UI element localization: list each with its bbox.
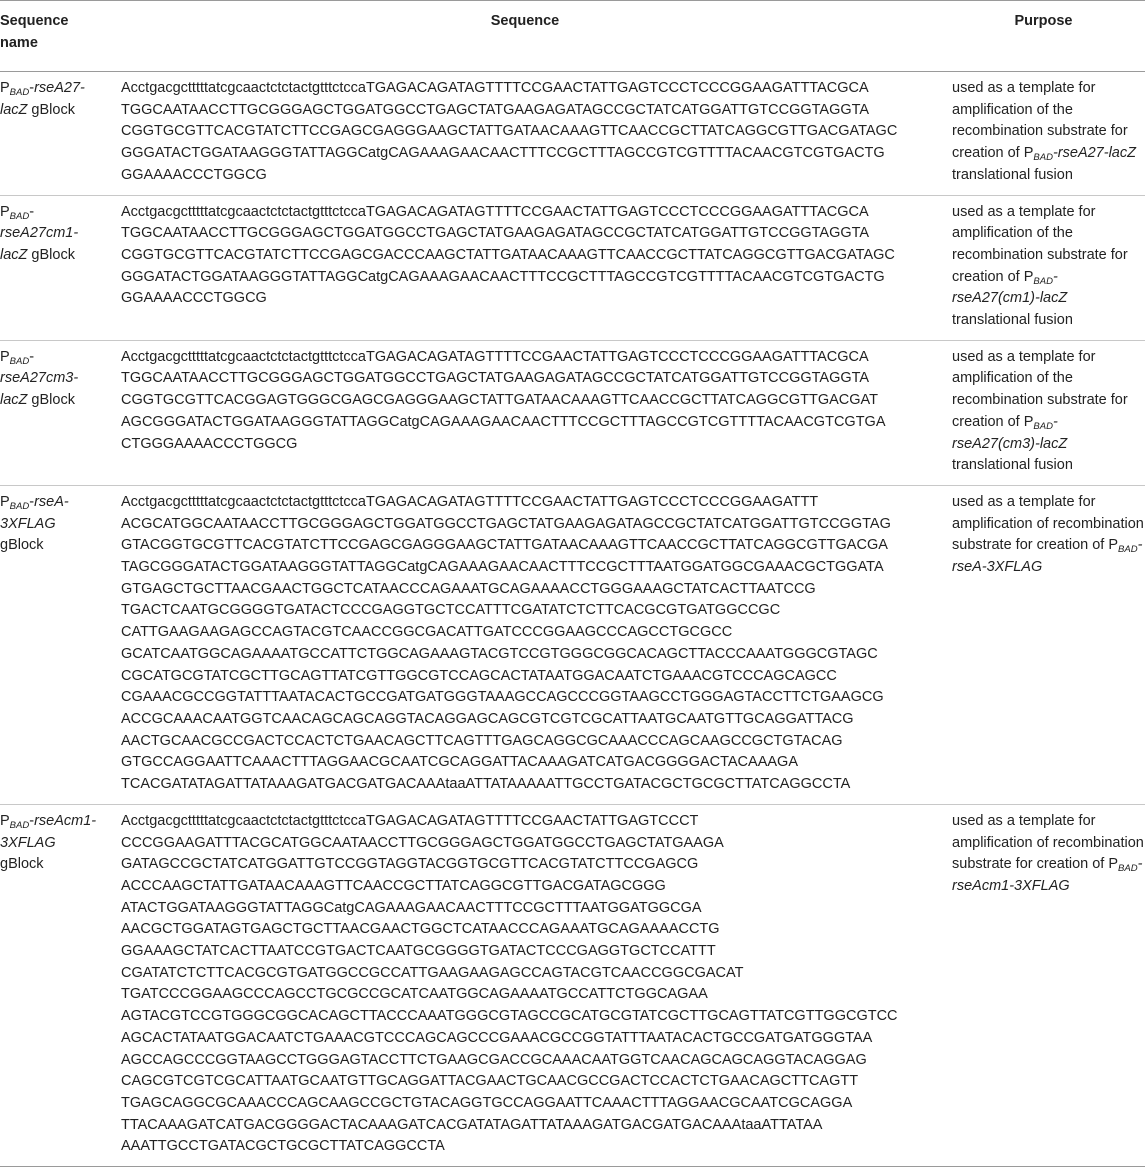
purpose-part: translational fusion <box>952 166 1073 183</box>
table-row <box>0 340 1145 485</box>
sequence-line: AACGCTGGATAGTGAGCTGCTTAACGAACTGGCTCATAACCCAGAAATGCAGAAAACCTG <box>121 921 720 938</box>
sequence-name-part: gBlock <box>0 856 44 873</box>
sequence-line: GTGCCAGGAATTCAAACTTTAGGAACGCAATCGCAGGATTACAAAGATCATGACGGGGACTACAAAGA <box>121 754 798 771</box>
purpose-part: -rseA27(cm1)-lacZ <box>952 268 1068 307</box>
sequence-line: GTGAGCTGCTTAACGAACTGGCTCATAACCCAGAAATGCAGAAAACCTGGGAAAGCTATCACTTAATCCG <box>121 580 816 597</box>
sequence-name-cell <box>0 485 108 804</box>
purpose-part: P <box>1108 856 1119 873</box>
sequence-line: AcctgacgctttttatcgcaactctctactgtttctccaTGAGACAGATAGTTTTCCGAACTATTGAGTCCCTCCCGGAAGATTTACGCA <box>121 348 869 365</box>
sequence-line: GGAAAACCCTGGCG <box>121 290 267 307</box>
sequence-name-part: - <box>29 348 35 365</box>
sequence-line: ACCGCAAACAATGGTCAACAGCAGCAGGTACAGGAGCAGCGTCGTCGCATTAATGCAATGTTGCAGGATTACG <box>121 710 854 727</box>
sequence-line: TCACGATATAGATTATAAAGATGACGATGACAAAtaaATTATAAAAATTGCCTGATACGCTGCGCTTATCAGGCCTA <box>121 776 851 793</box>
sequence-name-part: rseA27cm3-lacZ <box>0 370 79 409</box>
sequence-name-part: BAD <box>9 210 30 222</box>
sequence-name-part: gBlock <box>27 392 75 409</box>
sequence-name-part: - <box>29 812 35 829</box>
sequence-name-cell <box>0 340 108 485</box>
sequence-name-part: BAD <box>9 355 30 367</box>
sequence-name-part: rseA27-lacZ <box>0 80 85 118</box>
sequence-name-part: P <box>0 80 10 96</box>
purpose-part: used as a template for amplification of recombination substrate for creation of <box>952 812 1144 873</box>
purpose-part: BAD <box>1118 863 1138 875</box>
purpose-part: -rseA27(cm3)-lacZ <box>952 413 1068 452</box>
sequence-line: TGGCAATAACCTTGCGGGAGCTGGATGGCCTGAGCTATGAAGAGATAGCCGCTATCATGGATTGTCCGGTAGGTA <box>121 225 870 242</box>
sequence-name-part: gBlock <box>0 537 44 554</box>
sequence-line: CGATATCTCTTCACGCGTGATGGCCGCCATTGAAGAAGAGCCAGTACGTCAACCGGCGACAT <box>121 964 744 981</box>
sequence-line: AGCACTATAATGGACAATCTGAAACGTCCCAGCAGCCCGAAACGCCGGTATTTAATACACTGCCGATGATGGGTAA <box>121 1029 873 1046</box>
sequence-line: TGGCAATAACCTTGCGGGAGCTGGATGGCCTGAGCTATGAAGAGATAGCCGCTATCATGGATTGTCCGGTAGGTA <box>121 101 870 118</box>
header-sequence-name: Sequence name <box>0 13 69 51</box>
sequence-name-part: BAD <box>9 500 30 512</box>
sequence-name-part: P <box>0 203 10 220</box>
sequence-line: AACTGCAACGCCGACTCCACTCTGAACAGCTTCAGTTTGAGCAGGCGCAAACCCAGCAAGCCGCTGTACAG <box>121 732 843 749</box>
sequence-name-cell <box>0 195 108 340</box>
purpose-cell <box>946 72 1145 196</box>
sequence-cell <box>108 72 946 196</box>
table-row <box>0 72 1145 196</box>
sequence-name-cell <box>0 804 108 1166</box>
header-row <box>0 1 1145 72</box>
sequence-line: TGACTCAATGCGGGGTGATACTCCCGAGGTGCTCCATTTCGATATCTCTTCACGCGTGATGGCCGC <box>121 602 781 619</box>
sequence-line: GGGATACTGGATAAGGGTATTAGGCatgCAGAAAGAACAACTTTCCGCTTTAGCCGTCGTTTTACAACGTCGTGACTG <box>121 145 885 162</box>
sequence-line: AcctgacgctttttatcgcaactctctactgtttctccaTGAGACAGATAGTTTTCCGAACTATTGAGTCCCT <box>121 812 699 829</box>
purpose-part: BAD <box>1033 275 1053 287</box>
sequence-name-part: rseA-3XFLAG <box>0 493 69 532</box>
table-row <box>0 485 1145 804</box>
table-row <box>0 195 1145 340</box>
sequence-line: CGGTGCGTTCACGGAGTGGGCGAGCGAGGGAAGCTATTGATAACAAAGTTCAACCGCTTATCAGGCGTTGACGAT <box>121 392 878 409</box>
sequence-line: TGATCCCGGAAGCCCAGCCTGCGCCGCATCAATGGCAGAAAATGCCATTCTGGCAGAA <box>121 986 708 1003</box>
sequence-line: AcctgacgctttttatcgcaactctctactgtttctccaTGAGACAGATAGTTTTCCGAACTATTGAGTCCCTCCCGGAAGATTTACGCA <box>121 80 869 96</box>
purpose-part: -rseA27-lacZ <box>1052 145 1136 162</box>
sequence-line: ATACTGGATAAGGGTATTAGGCatgCAGAAAGAACAACTTTCCGCTTTAATGGATGGCGA <box>121 899 702 916</box>
sequence-cell <box>108 485 946 804</box>
sequence-name-part: BAD <box>9 819 30 831</box>
sequence-line: AGCGGGATACTGGATAAGGGTATTAGGCatgCAGAAAGAACAACTTTCCGCTTTAGCCGTCGTTTTACAACGTCGTGA <box>121 413 886 430</box>
sequence-name-part: P <box>0 493 10 510</box>
sequence-line: GGGATACTGGATAAGGGTATTAGGCatgCAGAAAGAACAACTTTCCGCTTTAGCCGTCGTTTTACAACGTCGTGACTG <box>121 268 885 285</box>
purpose-part: used as a template for amplification of the recombination substrate for creation of <box>952 80 1128 162</box>
purpose-cell <box>946 804 1145 1166</box>
purpose-part: -rseAcm1-3XFLAG <box>952 856 1143 894</box>
sequence-line: AcctgacgctttttatcgcaactctctactgtttctccaTGAGACAGATAGTTTTCCGAACTATTGAGTCCCTCCCGGAAGATTT <box>121 493 819 510</box>
purpose-cell <box>946 485 1145 804</box>
sequence-line: TAGCGGGATACTGGATAAGGGTATTAGGCatgCAGAAAGAACAACTTTCCGCTTTAATGGATGGCGAAACGCTGGATA <box>121 559 884 576</box>
sequence-name-part: gBlock <box>27 246 75 263</box>
sequence-name-part: - <box>29 493 35 510</box>
sequence-line: ACCCAAGCTATTGATAACAAAGTTCAACCGCTTATCAGGCGTTGACGATAGCGGG <box>121 877 666 894</box>
sequence-line: CTGGGAAAACCCTGGCG <box>121 435 298 452</box>
sequence-name-part: - <box>29 203 35 220</box>
sequence-name-part: BAD <box>9 87 30 98</box>
sequence-name-part: rseAcm1-3XFLAG <box>0 812 97 851</box>
header-purpose: Purpose <box>1014 13 1073 29</box>
sequence-line: CGGTGCGTTCACGTATCTTCCGAGCGACCCAAGCTATTGATAACAAAGTTCAACCGCTTATCAGGCGTTGACGATAGC <box>121 246 895 263</box>
purpose-cell <box>946 340 1145 485</box>
sequence-line: GCATCAATGGCAGAAAATGCCATTCTGGCAGAAAGTACGTCCGTGGGCGGCACAGCTTACCCAAATGGGCGTAGC <box>121 645 878 662</box>
purpose-part: P <box>1108 537 1119 554</box>
sequence-line: CGCATGCGTATCGCTTGCAGTTATCGTTGGCGTCCAGCACTATAATGGACAATCTGAAACGTCCCAGCAGCC <box>121 667 837 684</box>
sequence-line: GGAAAGCTATCACTTAATCCGTGACTCAATGCGGGGTGATACTCCCGAGGTGCTCCATTT <box>121 943 716 960</box>
sequence-name-part: P <box>0 812 10 829</box>
sequence-line: AcctgacgctttttatcgcaactctctactgtttctccaTGAGACAGATAGTTTTCCGAACTATTGAGTCCCTCCCGGAAGATTTACGCA <box>121 203 869 220</box>
sequence-line: GTACGGTGCGTTCACGTATCTTCCGAGCGAGGGAAGCTATTGATAACAAAGTTCAACCGCTTATCAGGCGTTGACGA <box>121 537 888 554</box>
table-row <box>0 804 1145 1166</box>
sequence-cell <box>108 340 946 485</box>
header-sequence: Sequence <box>490 13 560 29</box>
sequence-line: AGCCAGCCCGGTAAGCCTGGGAGTACCTTCTGAAGCGACCGCAAACAATGGTCAACAGCAGCAGGTACAGGAG <box>121 1051 867 1068</box>
sequence-line: CGAAACGCCGGTATTTAATACACTGCCGATGATGGGTAAAGCCAGCCCGGTAAGCCTGGGAGTACCTTCTGAAGCG <box>121 689 884 706</box>
purpose-part: P <box>1023 145 1034 162</box>
purpose-part: -rseA-3XFLAG <box>952 537 1143 576</box>
purpose-part: used as a template for amplification of recombination substrate for creation of <box>952 493 1144 554</box>
purpose-part: translational fusion <box>952 312 1073 329</box>
purpose-cell <box>946 195 1145 340</box>
sequence-line: CATTGAAGAAGAGCCAGTACGTCAACCGGCGACATTGATCCCGGAAGCCCAGCCTGCGCC <box>121 624 733 641</box>
sequence-line: TTACAAAGATCATGACGGGGACTACAAAGATCACGATATAGATTATAAAGATGACGATGACAAAtaaATTATAA <box>121 1116 823 1133</box>
sequence-line: GGAAAACCCTGGCG <box>121 166 267 183</box>
sequence-cell <box>108 804 946 1166</box>
purpose-part: P <box>1023 413 1034 430</box>
purpose-part: used as a template for amplification of the recombination substrate for creation of <box>952 203 1128 285</box>
sequence-line: CGGTGCGTTCACGTATCTTCCGAGCGAGGGAAGCTATTGATAACAAAGTTCAACCGCTTATCAGGCGTTGACGATAGC <box>121 123 898 140</box>
purpose-part: BAD <box>1118 544 1138 556</box>
sequence-line: CCCGGAAGATTTACGCATGGCAATAACCTTGCGGGAGCTGGATGGCCTGAGCTATGAAGA <box>121 834 724 851</box>
sequence-name-cell <box>0 72 108 196</box>
sequence-name-part: gBlock <box>27 101 75 118</box>
sequence-cell <box>108 195 946 340</box>
purpose-part: BAD <box>1033 420 1053 432</box>
sequence-line: GATAGCCGCTATCATGGATTGTCCGGTAGGTACGGTGCGTTCACGTATCTTCCGAGCG <box>121 856 699 873</box>
purpose-part: translational fusion <box>952 457 1073 474</box>
sequence-name-part: rseA27cm1-lacZ <box>0 225 79 263</box>
sequence-line: CAGCGTCGTCGCATTAATGCAATGTTGCAGGATTACGAACTGCAACGCCGACTCCACTCTGAACAGCTTCAGTT <box>121 1073 859 1090</box>
sequence-line: AAATTGCCTGATACGCTGCGCTTATCAGGCCTA <box>121 1138 445 1155</box>
sequence-line: AGTACGTCCGTGGGCGGCACAGCTTACCCAAATGGGCGTAGCCGCATGCGTATCGCTTGCAGTTATCGTTGGCGTCC <box>121 1008 898 1025</box>
sequence-name-part: P <box>0 348 10 365</box>
sequence-line: ACGCATGGCAATAACCTTGCGGGAGCTGGATGGCCTGAGCTATGAAGAGATAGCCGCTATCATGGATTGTCCGGTAG <box>121 515 891 532</box>
sequence-name-part: - <box>29 80 35 96</box>
purpose-part: used as a template for amplification of the recombination substrate for creation of <box>952 348 1128 430</box>
sequence-line: TGGCAATAACCTTGCGGGAGCTGGATGGCCTGAGCTATGAAGAGATAGCCGCTATCATGGATTGTCCGGTAGGTA <box>121 370 870 387</box>
purpose-part: P <box>1023 268 1034 285</box>
purpose-part: BAD <box>1033 152 1053 164</box>
sequence-line: TGAGCAGGCGCAAACCCAGCAAGCCGCTGTACAGGTGCCAGGAATTCAAACTTTAGGAACGCAATCGCAGGA <box>121 1094 853 1111</box>
